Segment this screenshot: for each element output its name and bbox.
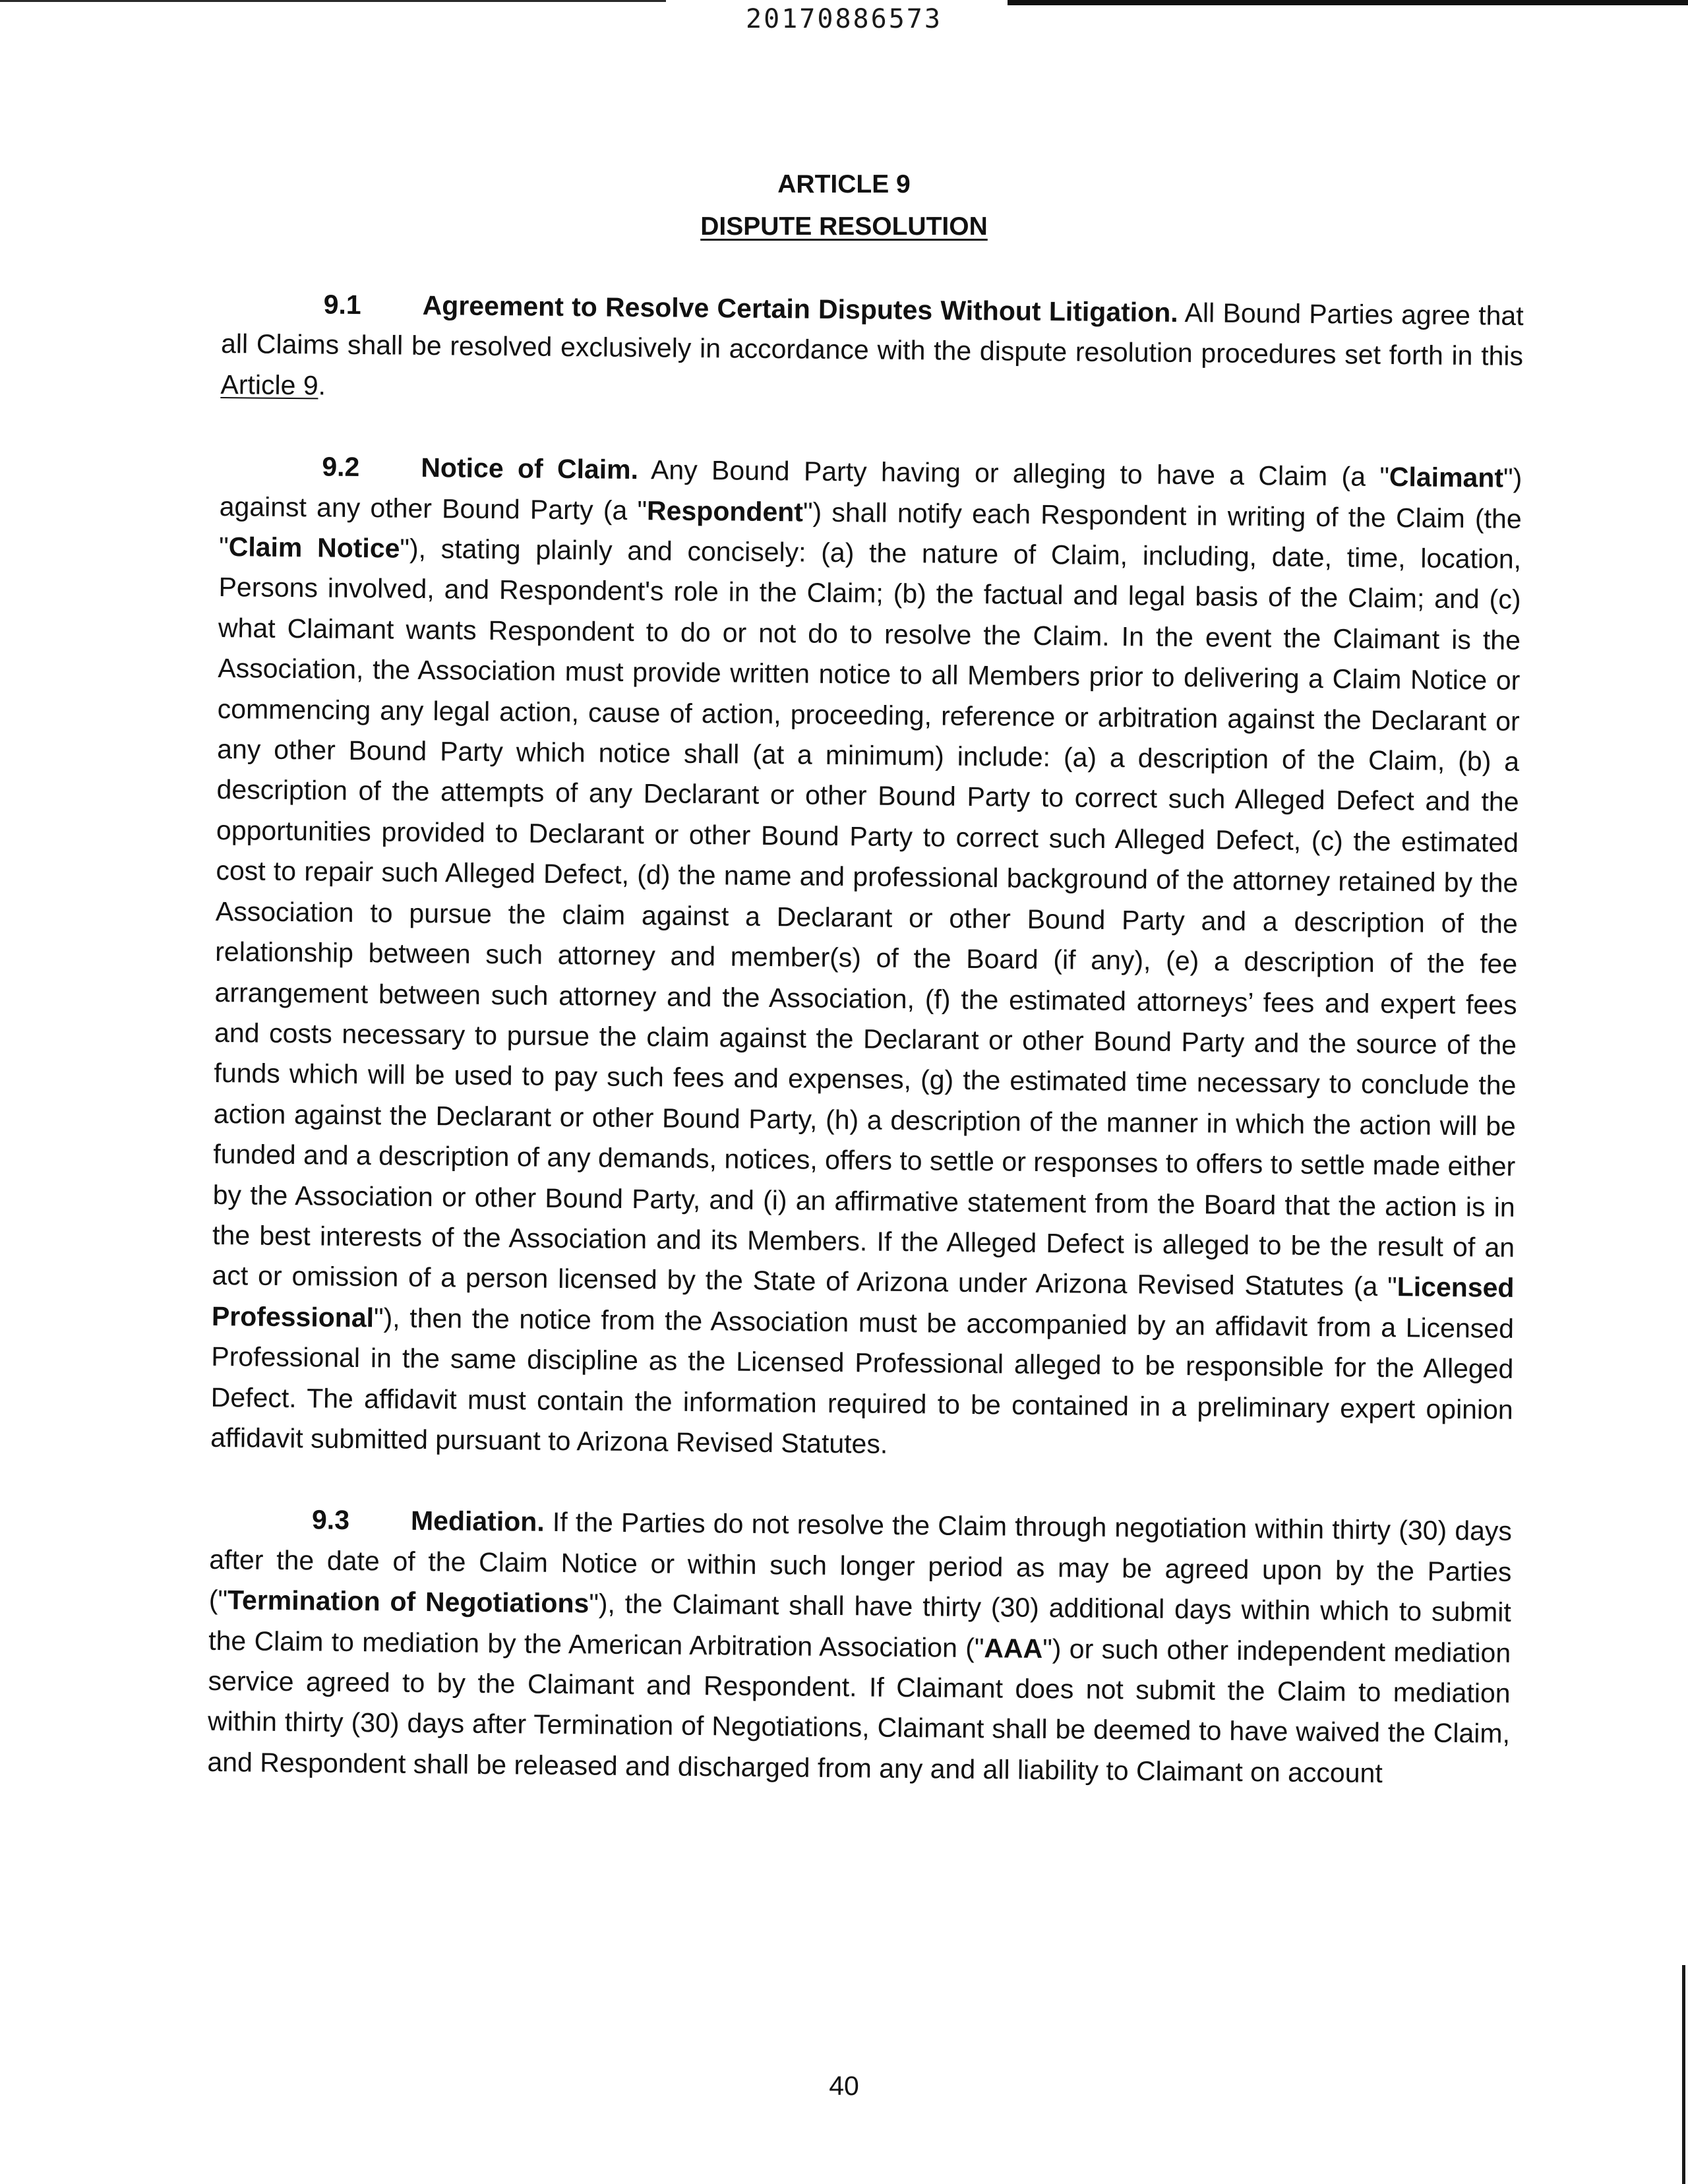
section-text: Any Bound Party having or alleging to have a Claim (a " <box>638 454 1390 493</box>
section-number: 9.2 <box>322 451 360 483</box>
recording-number: 20170886573 <box>746 4 942 34</box>
section-number: 9.1 <box>323 289 361 320</box>
article-reference: Article 9 <box>220 369 318 401</box>
section-text: ") or such other independent mediation service agreed to by the Claimant and Respondent. If Claimant does not submit the Claim to mediation within thirty (30) days after Termination of Negotiations, Claimant shall be deemed to have waived the Claim, and Respondent shall be released and discharged from any and all liability to Claimant on account <box>207 1633 1511 1788</box>
defined-term-claim-notice: Claim Notice <box>228 531 400 564</box>
defined-term-respondent: Respondent <box>646 495 804 528</box>
section-9-1 <box>220 284 1524 417</box>
defined-term-termination-of-negotiations: Termination of Negotiations <box>227 1585 589 1619</box>
article-label: ARTICLE 9 <box>777 170 911 198</box>
article-heading <box>0 164 1688 248</box>
section-text: "), the Claimant shall have thirty (30) additional days within which to submit the Claim to mediation by the American Arbitration Association (" <box>208 1588 1511 1663</box>
section-9-2 <box>210 446 1522 1471</box>
section-text: If the Parties do not resolve the Claim through negotiation within thirty (30) days after the date of the Claim Notice or within such longer period as may be agreed upon by the Parties (" <box>208 1507 1513 1616</box>
section-text: All Bound Parties agree that all Claims shall be resolved exclusively in accordance with the dispute resolution procedures set forth in this <box>220 297 1524 372</box>
section-text: "), then the notice from the Association must be accompanied by an affidavit from a Licensed Professional in the same discipline as the Licensed Professional alleged to be responsible for the Alleged Defect. The affidavit must contain the information required to be contained in a preliminary expert opinion affidavit submitted pursuant to Arizona Revised Statutes. <box>210 1302 1515 1459</box>
section-title: Mediation. <box>410 1505 545 1538</box>
section-9-3 <box>207 1499 1512 1795</box>
scan-border-top-left <box>0 0 666 2</box>
section-title: Notice of Claim. <box>421 452 639 485</box>
article-title: DISPUTE RESOLUTION <box>700 212 988 241</box>
page-number: 40 <box>829 2071 859 2101</box>
document-body <box>207 284 1524 1836</box>
section-text: ") shall notify each Respondent in writing of the Claim (the " <box>218 497 1522 562</box>
section-text: ") against any other Bound Party (a " <box>219 462 1522 526</box>
section-text: . <box>318 370 326 401</box>
section-number: 9.3 <box>311 1504 350 1536</box>
defined-term-claimant: Claimant <box>1389 462 1504 493</box>
section-text: "), stating plainly and concisely: (a) the nature of Claim, including, date, time, location, Persons involved, and Respondent's role in the Claim; (b) the factual and legal basis of the Claim; and (c) what Claimant wants Respondent to do or not do to resolve the Claim. In the event the Claimant is the Association, the Association must provide written notice to all Members prior to delivering a Claim Notice or commencing any legal action, cause of action, proceeding, reference or arbitration against the Declarant or any other Bound Party which notice shall (at a minimum) include: (a) a description of the Claim, (b) a description of the attempts of any Declarant or other Bound Party to correct such Alleged Defect and the opportunities provided to Declarant or other Bound Party to correct such Alleged Defect, (c) the estimated cost to repair such Alleged Defect, (d) the name and professional background of the attorney retained by the Association to pursue the claim against a Declarant or other Bound Party and a description of the relationship between such attorney and member(s) of the Board (if any), (e) a description of the fee arrangement between such attorney and the Association, (f) the estimated attorneys’ fees and expert fees and costs necessary to pursue the claim against the Declarant or other Bound Party and the source of the funds which will be used to pay such fees and expenses, (g) the estimated time necessary to conclude the action against the Declarant or other Bound Party, (h) a description of the manner in which the action will be funded and a description of any demands, notices, offers to settle or responses to offers to settle made either by the Association or other Bound Party, and (i) an affirmative statement from the Board that the action is in the best interests of the Association and its Members. If the Alleged Defect is alleged to be the result of an act or omission of a person licensed by the State of Arizona under Arizona Revised Statutes (a " <box>212 533 1522 1302</box>
defined-term-aaa: AAA <box>984 1632 1043 1664</box>
defined-term-licensed-professional: Licensed Professional <box>211 1271 1515 1333</box>
section-title: Agreement to Resolve Certain Disputes Without Litigation. <box>422 289 1178 328</box>
